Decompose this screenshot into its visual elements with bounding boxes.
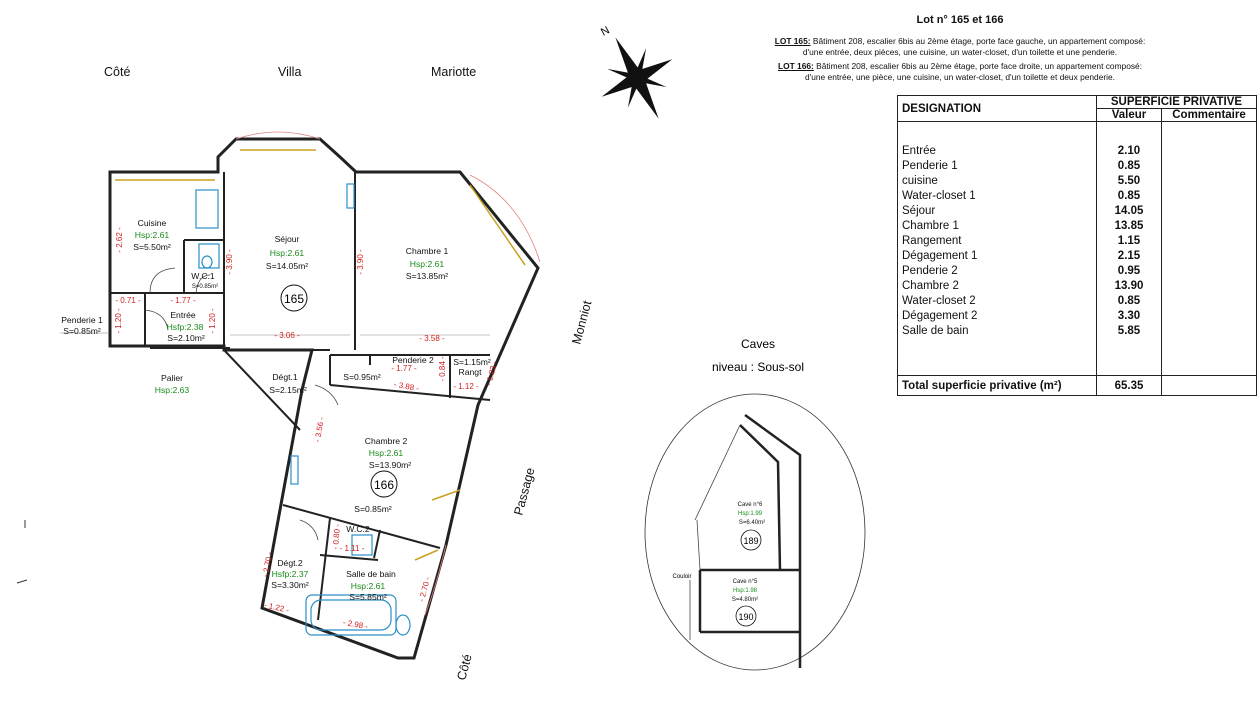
- room-cuisine-hsp: Hsp:2.61: [134, 230, 170, 240]
- table-row-value: 2.15: [1117, 250, 1141, 262]
- table-row-value: 0.85: [1117, 160, 1141, 172]
- room-sejour-surface: S=14.05m²: [265, 261, 309, 271]
- room-cuisine-name: Cuisine: [137, 218, 167, 228]
- room-degt1-surface: S=2.15m²: [269, 385, 307, 395]
- room-penderie2-surface: S=0.95m²: [343, 372, 381, 382]
- room-chambre2-name: Chambre 2: [364, 436, 408, 446]
- cave6-hsp: Hsp:1.99: [737, 511, 763, 517]
- room-palier-hsp: Hsp:2.63: [154, 385, 190, 395]
- room-degt2-name: Dégt.2: [277, 558, 303, 568]
- table-row-value: 2.10: [1117, 145, 1141, 157]
- lot-166-number: 166: [373, 478, 395, 492]
- table-row-designation: Entrée: [902, 145, 936, 157]
- lot166-label: LOT 166:: [777, 61, 814, 71]
- lot166-text-b: d'une entrée, une pièce, une cuisine, un water-closet, d'un toilette et deux penderie.: [804, 72, 1116, 82]
- room-penderie2-name: Penderie 2: [392, 355, 434, 365]
- street-cote-top: Côté: [104, 65, 131, 79]
- lot165-label: LOT 165:: [774, 36, 811, 46]
- caves-couloir: Couloir: [672, 574, 692, 580]
- room-chambre2-surface: S=13.90m²: [368, 460, 412, 470]
- room-chambre1-surface: S=13.85m²: [405, 271, 449, 281]
- dim-390b: - 3.90 -: [356, 249, 365, 275]
- dim-306: - 3.06 -: [274, 331, 300, 340]
- caves-subtitle: niveau : Sous-sol: [711, 360, 805, 374]
- cave5-hsp: Hsp:1.98: [732, 588, 758, 594]
- col-commentaire: Commentaire: [1162, 109, 1257, 122]
- total-comment: [1162, 376, 1257, 396]
- room-penderie1-name: Penderie 1: [61, 315, 103, 325]
- table-row-designation: Chambre 1: [902, 220, 959, 232]
- table-row-designation: Salle de bain: [902, 325, 969, 337]
- street-passage: Passage: [511, 466, 538, 517]
- dim-177b: - 1.77 -: [391, 364, 417, 373]
- table-row-designation: Rangement: [902, 235, 962, 247]
- dim-298: - 2.98 -: [342, 617, 369, 632]
- room-sdb-hsp: Hsp:2.61: [350, 581, 386, 591]
- street-monniot: Monniot: [569, 299, 595, 346]
- dim-071: - 0.71 -: [115, 296, 141, 305]
- cave5-surface: S=4.80m²: [731, 597, 759, 603]
- room-chambre2-hsp: Hsp:2.61: [368, 448, 404, 458]
- cave5-number: 190: [738, 612, 754, 622]
- room-chambre1-hsp: Hsp:2.61: [409, 259, 445, 269]
- room-entree-hsp: Hsfp:2.38: [166, 322, 204, 332]
- table-row-value: 3.30: [1117, 310, 1141, 322]
- lot166-text-a: Bâtiment 208, escalier 6bis au 2ème étage, porte face droite, un appartement composé:: [816, 61, 1143, 71]
- dim-358: - 3.58 -: [419, 334, 445, 343]
- table-row-value: 1.15: [1117, 235, 1141, 247]
- compass-north-label: N: [599, 24, 612, 39]
- cave5-name: Cave n°5: [732, 579, 758, 585]
- caves-title: Caves: [740, 337, 776, 351]
- dim-270b: - 2.70 -: [416, 575, 433, 603]
- cave6-name: Cave n°6: [737, 502, 763, 508]
- room-degt1-name: Dégt.1: [272, 372, 298, 382]
- dim-080: - 0.80 -: [330, 523, 343, 550]
- dim-262: - 2.62 -: [115, 227, 124, 253]
- room-entree-surface: S=2.10m²: [167, 333, 205, 343]
- room-rangt-name: Rangt: [458, 367, 482, 377]
- lot-165-marker: [281, 285, 307, 311]
- room-wc2-name: W.C.2: [346, 524, 370, 534]
- room-sdb-name: Salle de bain: [346, 569, 396, 579]
- room-rangt-surface: S=1.15m²: [453, 357, 491, 367]
- lot166-description-line1: [700, 61, 1220, 72]
- dim-120a: - 1.20 -: [114, 308, 123, 334]
- table-row-designation: Dégagement 2: [902, 310, 978, 322]
- doors: [145, 268, 338, 540]
- table-row-value: 5.50: [1117, 175, 1141, 187]
- room-wc1-surface: S=0.85m²: [191, 284, 219, 290]
- table-row-designation: Chambre 2: [902, 280, 959, 292]
- dim-177a: - 1.77 -: [170, 296, 196, 305]
- dim-388: - 3.88 -: [393, 379, 420, 394]
- lot165-description-line1: [700, 36, 1220, 47]
- cave6-number: 189: [743, 536, 759, 546]
- table-row-designation: Water-closet 1: [902, 190, 976, 202]
- room-penderie1-surface: S=0.85m²: [63, 326, 101, 336]
- room-cuisine-surface: S=5.50m²: [133, 242, 171, 252]
- dim-112: - 1.12 -: [453, 382, 479, 391]
- table-row-designation: cuisine: [902, 175, 938, 187]
- table-row-designation: Penderie 2: [902, 265, 958, 277]
- dim-120b: - 1.20 -: [208, 308, 217, 334]
- room-entree-name: Entrée: [170, 310, 196, 320]
- dim-111: - 1.11 -: [339, 544, 365, 553]
- room-wc1-name: W.C.1: [191, 271, 215, 281]
- table-row-value: 13.85: [1114, 220, 1144, 232]
- table-row-value: 0.85: [1117, 190, 1141, 202]
- room-sdb-surface: S=5.85m²: [349, 592, 387, 602]
- room-sejour-name: Séjour: [274, 234, 300, 244]
- dim-270a: - 2.70 -: [260, 551, 275, 578]
- table-row-designation: Dégagement 1: [902, 250, 978, 262]
- room-sejour-hsp: Hsp:2.61: [269, 248, 305, 258]
- room-degt2-hsp: Hsfp:2.37: [271, 569, 309, 579]
- lot165-text-b: d'une entrée, deux pièces, une cuisine, un water-closet, d'un toilette et une penderie.: [802, 47, 1118, 57]
- table-row-designation: Séjour: [902, 205, 936, 217]
- cave6-surface: S=6.40m²: [738, 520, 766, 526]
- table-row-value: 5.85: [1117, 325, 1141, 337]
- lot-166-marker: [371, 471, 397, 497]
- col-designation: DESIGNATION: [898, 96, 1097, 122]
- table-row-designation: Penderie 1: [902, 160, 958, 172]
- total-value: 65.35: [1097, 376, 1162, 396]
- street-villa: Villa: [278, 65, 302, 79]
- table-row-designation: Water-closet 2: [902, 295, 976, 307]
- table-row-value: 14.05: [1114, 205, 1144, 217]
- dim-356: - 3.56 -: [312, 416, 327, 443]
- table-row-value: 13.90: [1114, 280, 1144, 292]
- room-degt2-surface: S=3.30m²: [271, 580, 309, 590]
- caves-section: [645, 337, 865, 670]
- room-chambre1-name: Chambre 1: [405, 246, 449, 256]
- lot-165-number: 165: [283, 292, 305, 306]
- room-wc2-surface: S=0.85m²: [354, 504, 392, 514]
- surface-table: [897, 95, 1257, 396]
- street-cote-bottom: Côté: [454, 652, 475, 682]
- col-superficie: SUPERFICIE PRIVATIVE: [1097, 96, 1257, 109]
- dim-122: - 1.22 -: [263, 600, 290, 615]
- total-label: Total superficie privative (m²): [898, 376, 1097, 396]
- compass-rose-icon: [580, 19, 694, 138]
- dim-123: - 1.23 -: [483, 359, 500, 387]
- table-row-value: 0.85: [1117, 295, 1141, 307]
- lot-title: Lot n° 165 et 166: [916, 14, 1004, 26]
- dim-084: - 0.84 -: [438, 356, 447, 382]
- value-list: [1097, 122, 1162, 376]
- designation-list: [898, 122, 1097, 376]
- dim-390a: - 3.90 -: [225, 249, 234, 275]
- lot165-text-a: Bâtiment 208, escalier 6bis au 2ème étage, porte face gauche, un appartement composé:: [812, 36, 1146, 46]
- street-mariotte: Mariotte: [431, 65, 477, 79]
- comment-column: [1162, 122, 1257, 376]
- table-row-value: 0.95: [1117, 265, 1141, 277]
- col-valeur: Valeur: [1097, 109, 1162, 122]
- room-palier-name: Palier: [161, 373, 183, 383]
